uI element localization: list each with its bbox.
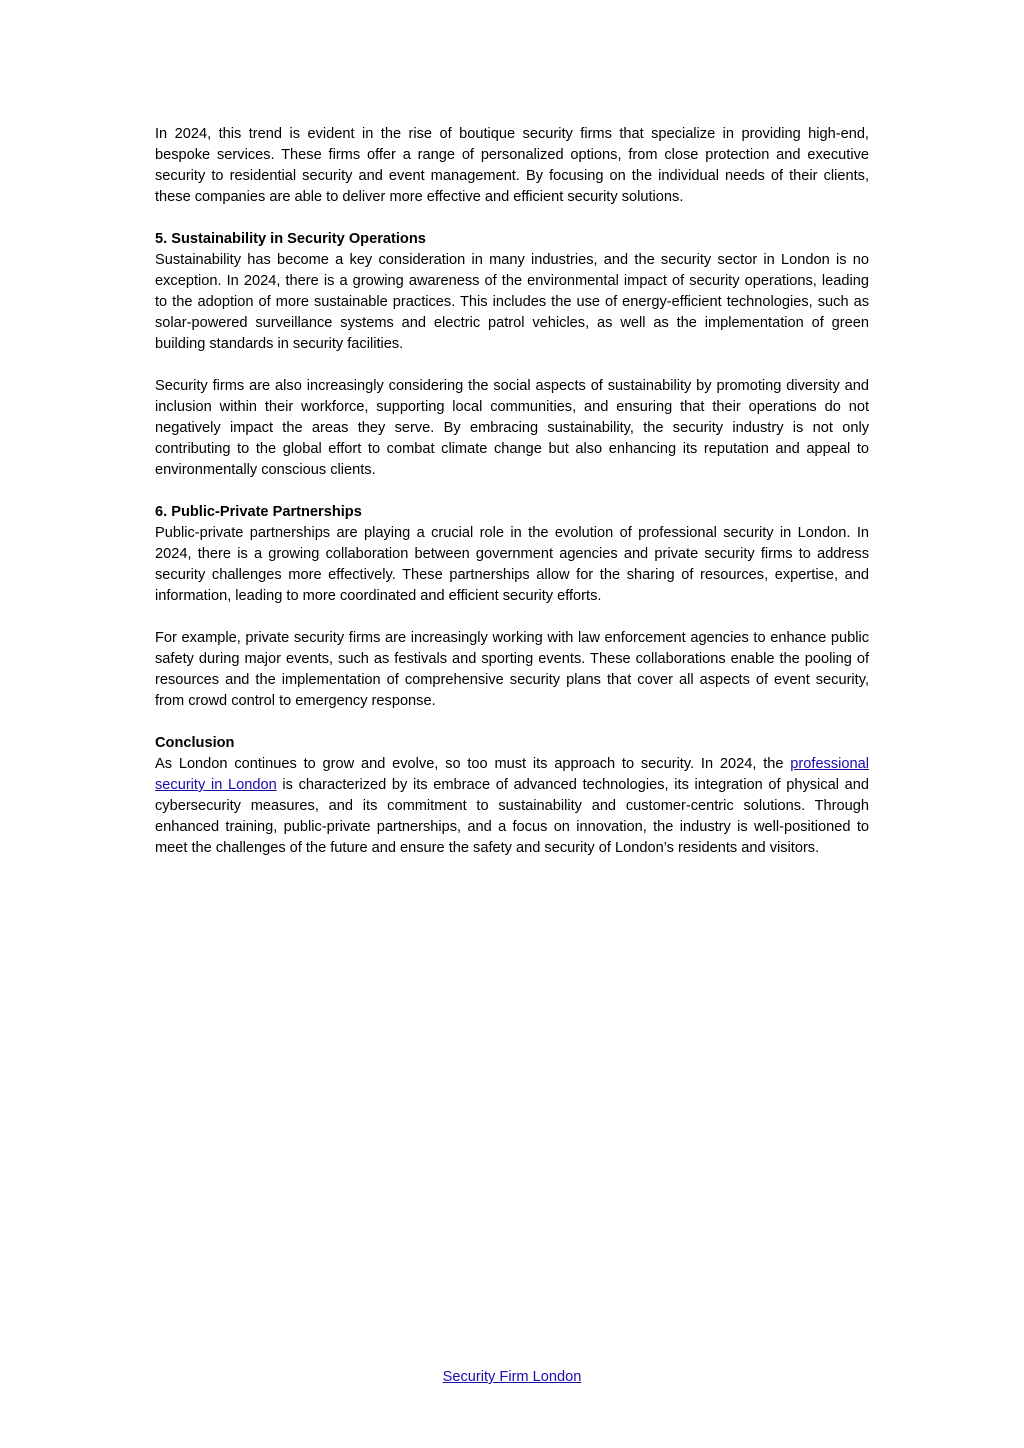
page-footer: [0, 1367, 1024, 1388]
conclusion-heading: Conclusion: [155, 735, 235, 751]
section-6-paragraph-2: For example, private security firms are increasingly working with law enforcement agencies to enhance public safety during major events, such as festivals and sporting events. These collaborations enable the pooling of resources and the implementation of comprehensive security plans that cover all aspects of event security, from crowd control to emergency response.: [155, 630, 869, 709]
paragraph-spacer: [155, 712, 869, 733]
section-5-paragraph-2: Security firms are also increasingly considering the social aspects of sustainability by promoting diversity and inclusion within their workforce, supporting local communities, and ensuring that their operations do not negatively impact the areas they serve. By embracing sustainability, the security industry is not only contributing to the global effort to combat climate change but also enhancing its reputation and appeal to environmentally conscious clients.: [155, 378, 869, 478]
paragraph-spacer: [155, 355, 869, 376]
paragraph-spacer: [155, 607, 869, 628]
intro-paragraph: In 2024, this trend is evident in the rise of boutique security firms that specialize in providing high-end, bespoke services. These firms offer a range of personalized options, from close protection and executive security to residential security and event management. By focusing on the individual needs of their clients, these companies are able to deliver more effective and efficient security solutions.: [155, 126, 869, 205]
conclusion-text-after-link: is characterized by its embrace of advanced technologies, its integration of physical and cybersecurity measures, and its commitment to sustainability and customer-centric solutions. Through enhanced training, public-private partnerships, and a focus on innovation, the industry is well-positioned to meet the challenges of the future and ensure the safety and security of London’s residents and visitors.: [155, 777, 869, 856]
professional-security-link[interactable]: professional security in London: [155, 756, 869, 793]
conclusion-paragraph: [155, 754, 869, 859]
section-6-paragraph-1: Public-private partnerships are playing a crucial role in the evolution of professional security in London. In 2024, there is a growing collaboration between government agencies and private security firms to address security challenges more effectively. These partnerships allow for the sharing of resources, expertise, and information, leading to more coordinated and efficient security efforts.: [155, 525, 869, 604]
section-5-paragraph-1: Sustainability has become a key consideration in many industries, and the security sector in London is no exception. In 2024, there is a growing awareness of the environmental impact of security operations, leading to the adoption of more sustainable practices. This includes the use of energy-efficient technologies, such as solar-powered surveillance systems and electric patrol vehicles, as well as the implementation of green building standards in security facilities.: [155, 252, 869, 352]
document-body: [155, 124, 869, 859]
section-6-heading: 6. Public-Private Partnerships: [155, 504, 362, 520]
conclusion-text-before-link: As London continues to grow and evolve, so too must its approach to security. In 2024, the: [155, 756, 791, 772]
paragraph-spacer: [155, 208, 869, 229]
paragraph-spacer: [155, 481, 869, 502]
section-5-heading: 5. Sustainability in Security Operations: [155, 231, 426, 247]
footer-link-security-firm-london[interactable]: Security Firm London: [442, 1369, 582, 1385]
